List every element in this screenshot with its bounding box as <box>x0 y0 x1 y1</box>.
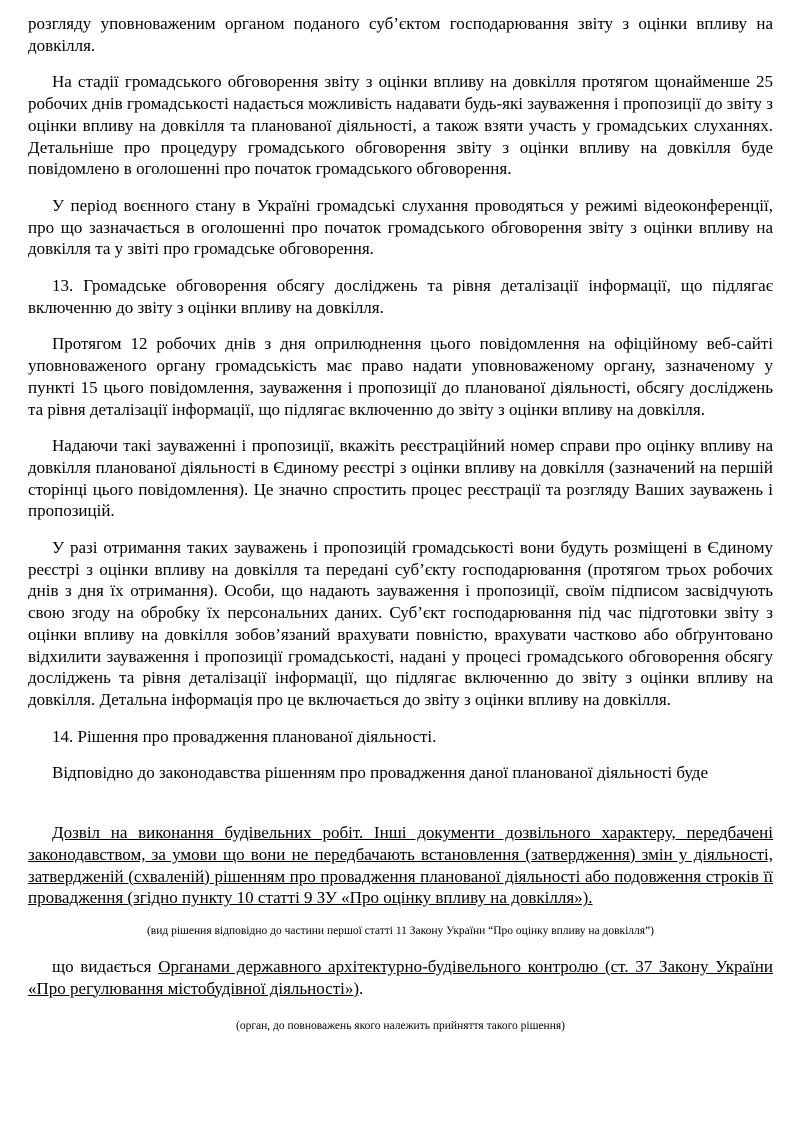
paragraph-martial-law-hearings: У період воєнного стану в Україні громадські слухання проводяться у режимі відеоконференції, про що зазначається в оголошенні про початок громадського обговорення звіту з оцінки впливу на довкілля та у звіті про громадське обговорення. <box>28 195 773 259</box>
paragraph-comments-handling: У разі отримання таких зауважень і пропозицій громадськості вони будуть розміщені в Єдиному реєстрі з оцінки впливу на довкілля та передані суб’єкту господарювання (протягом трьох робочих днів з дня їх отримання). Особи, що надають зауваження і пропозиції, своїм підписом засвідчують свою згоду на обробку їх персональних даних. Суб’єкт господарювання під час підготовки звіту з оцінки впливу на довкілля зобов’язаний врахувати повністю, врахувати частково або обґрунтовано відхилити зауваження і пропозиції громадськості, надані у процесі громадського обговорення обсягу досліджень та рівня деталізації інформації, що підлягає включенню до звіту з оцінки впливу на довкілля. Детальна інформація про це включається до звіту з оцінки впливу на довкілля. <box>28 538 773 709</box>
paragraph-review-continuation: розгляду уповноваженим органом поданого суб’єктом господарювання звіту з оцінки впливу на довкілля. <box>28 14 773 55</box>
paragraph-item-13-heading: 13. Громадське обговорення обсягу досліджень та рівня деталізації інформації, що підлягає включенню до звіту з оцінки впливу на довкілля. <box>28 276 773 317</box>
caption-authority: (орган, до повноважень якого належить прийняття такого рішення) <box>235 1020 565 1033</box>
paragraph-12-working-days: Протягом 12 робочих днів з дня оприлюднення цього повідомлення на офіційному веб-сайті уповноваженого органу громадськість має право надати уповноваженому органу, зазначеному у пункті 15 цього повідомлення, зауваження і пропозиції до планованої діяльності, обсягу досліджень та рівня деталізації інформації, що підлягає включенню до звіту з оцінки впливу на довкілля. <box>28 334 773 419</box>
paragraph-decision-intro: Відповідно до законодавства рішенням про провадження даної планованої діяльності буде <box>52 763 709 783</box>
paragraph-construction-permit: Дозвіл на виконання будівельних робіт. Інші документи дозвільного характеру, передбачені законодавством, за умови що вони не передбачають встановлення (затвердження) змін у діяльності, затвердженій (схваленій) рішенням про провадження планованої діяльності або подовження строків її провадження (згідно пункту 10 статті 9 ЗУ «Про оцінку впливу на довкілля»). <box>28 823 773 908</box>
issuing-authority-underlined: Органами державного архітектурно-будівельного контролю (ст. 37 Закону України «Про регулювання містобудівної діяльності») <box>28 956 774 998</box>
caption-decision-type: (вид рішення відповідно до частини першої статті 11 Закону України “Про оцінку впливу на довкілля”) <box>146 924 655 937</box>
paragraph-item-14-heading: 14. Рішення про провадження планованої діяльності. <box>52 726 437 746</box>
issuing-authority-prefix: що видається <box>52 956 152 976</box>
issuing-authority-suffix: . <box>359 978 364 998</box>
paragraph-registration-number: Надаючи такі зауваженні і пропозиції, вкажіть реєстраційний номер справи про оцінку впливу на довкілля планованої діяльності в Єдиному реєстрі з оцінки впливу на довкілля (зазначений на першій сторінці цього повідомлення). Це значно спростить процес реєстрації та розгляду Ваших зауважень і пропозицій. <box>28 436 773 521</box>
paragraph-issuing-authority <box>28 956 773 999</box>
paragraph-public-discussion-report: На стадії громадського обговорення звіту з оцінки впливу на довкілля протягом щонайменше 25 робочих днів громадськості надається можливість надавати будь-які зауваження і пропозиції до звіту з оцінки впливу на довкілля та планованої діяльності, а також взяти участь у громадських слуханнях. Детальніше про процедуру громадського обговорення звіту з оцінки впливу на довкілля буде повідомлено в оголошенні про початок громадського обговорення. <box>28 72 773 179</box>
